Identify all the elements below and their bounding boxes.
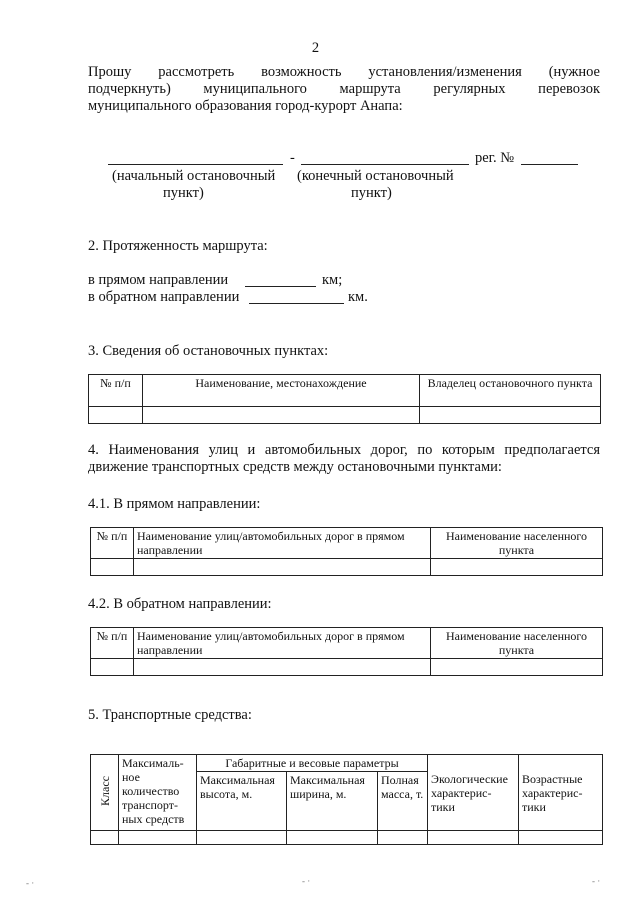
table-cell <box>91 559 134 576</box>
table-cell <box>119 831 197 845</box>
vehicles-col-class <box>91 755 119 831</box>
table-cell <box>143 407 420 424</box>
section-2-title: 2. Протяженность маршрута: <box>88 238 268 254</box>
table-row <box>89 407 601 424</box>
table-cell <box>431 559 603 576</box>
section-4-line-1: 4. Наименования улиц и автомобильных дорог, по которым предполагается <box>88 442 600 458</box>
forward-streets-table <box>90 527 603 576</box>
backward-col-street: Наименование улиц/автомобильных дорог в прямом направлении <box>134 628 431 659</box>
table-cell <box>89 407 143 424</box>
intro-line-3: муниципального образования город-курорт Анапа: <box>88 98 403 114</box>
forward-length-blank <box>245 286 316 287</box>
section-4-1-title: 4.1. В прямом направлении: <box>88 496 261 512</box>
forward-col-settlement: Наименование населенного пункта <box>431 528 603 559</box>
forward-streets-header-row <box>91 528 603 559</box>
stops-col-number: № п/п <box>89 375 143 407</box>
vehicles-col-age: Возрастные характерис-тики <box>519 755 603 831</box>
section-5-title: 5. Транспортные средства: <box>88 707 252 723</box>
vehicles-col-max-qty: Максималь-ное количество транспорт-ных средств <box>119 755 197 831</box>
table-cell <box>91 659 134 676</box>
table-cell <box>428 831 519 845</box>
vehicles-col-full-mass: Полная масса, т. <box>378 772 428 831</box>
end-stop-caption-2: пункт) <box>351 185 392 201</box>
vehicles-table <box>90 754 603 845</box>
backward-col-settlement: Наименование населенного пункта <box>431 628 603 659</box>
table-cell <box>287 831 378 845</box>
section-4-line-2: движение транспортных средств между остановочными пунктами: <box>88 459 502 475</box>
table-cell <box>420 407 601 424</box>
stops-table-header-row <box>89 375 601 407</box>
vehicles-header-row-1 <box>91 755 603 772</box>
backward-length-unit: км. <box>348 289 368 305</box>
forward-col-street: Наименование улиц/автомобильных дорог в прямом направлении <box>134 528 431 559</box>
end-stop-caption-1: (конечный остановочный <box>297 168 454 184</box>
intro-line-1: Прошу рассмотреть возможность установления/изменения (нужное <box>88 64 600 80</box>
table-cell <box>519 831 603 845</box>
vehicles-col-max-width: Максимальная ширина, м. <box>287 772 378 831</box>
stops-table <box>88 374 601 424</box>
table-cell <box>431 659 603 676</box>
table-cell <box>134 559 431 576</box>
stops-col-owner: Владелец остановочного пункта <box>420 375 601 407</box>
class-header-text: Класс <box>97 776 112 806</box>
scan-mark-center: - · <box>302 876 311 886</box>
route-dash: - <box>290 150 295 166</box>
forward-length-label: в прямом направлении <box>88 272 229 288</box>
table-row <box>91 831 603 845</box>
forward-length-unit: км; <box>322 272 343 288</box>
table-cell <box>378 831 428 845</box>
start-stop-caption-2: пункт) <box>163 185 204 201</box>
reg-number-label: рег. № <box>475 150 515 166</box>
table-row <box>91 559 603 576</box>
backward-length-blank <box>249 303 344 304</box>
forward-col-number: № п/п <box>91 528 134 559</box>
start-stop-caption-1: (начальный остановочный <box>112 168 276 184</box>
table-cell <box>197 831 287 845</box>
vehicles-col-max-height: Максимальная высота, м. <box>197 772 287 831</box>
table-row <box>91 659 603 676</box>
backward-streets-table <box>90 627 603 676</box>
reg-number-blank <box>521 164 578 165</box>
table-cell <box>134 659 431 676</box>
section-3-title: 3. Сведения об остановочных пунктах: <box>88 343 329 359</box>
vehicles-col-dimensions-group: Габаритные и весовые параметры <box>197 755 428 772</box>
table-cell <box>91 831 119 845</box>
backward-length-label: в обратном направлении <box>88 289 240 305</box>
page-number: 2 <box>311 40 320 56</box>
section-4-2-title: 4.2. В обратном направлении: <box>88 596 272 612</box>
stops-col-name: Наименование, местонахождение <box>143 375 420 407</box>
scan-mark-left: - · <box>26 878 35 888</box>
start-stop-blank <box>108 164 283 165</box>
backward-streets-header-row <box>91 628 603 659</box>
backward-col-number: № п/п <box>91 628 134 659</box>
end-stop-blank <box>301 164 469 165</box>
scan-mark-right: - · <box>592 876 601 886</box>
vehicles-col-eco: Экологические характерис-тики <box>428 755 519 831</box>
intro-line-2: подчеркнуть) муниципального маршрута регулярных перевозок <box>88 81 600 97</box>
